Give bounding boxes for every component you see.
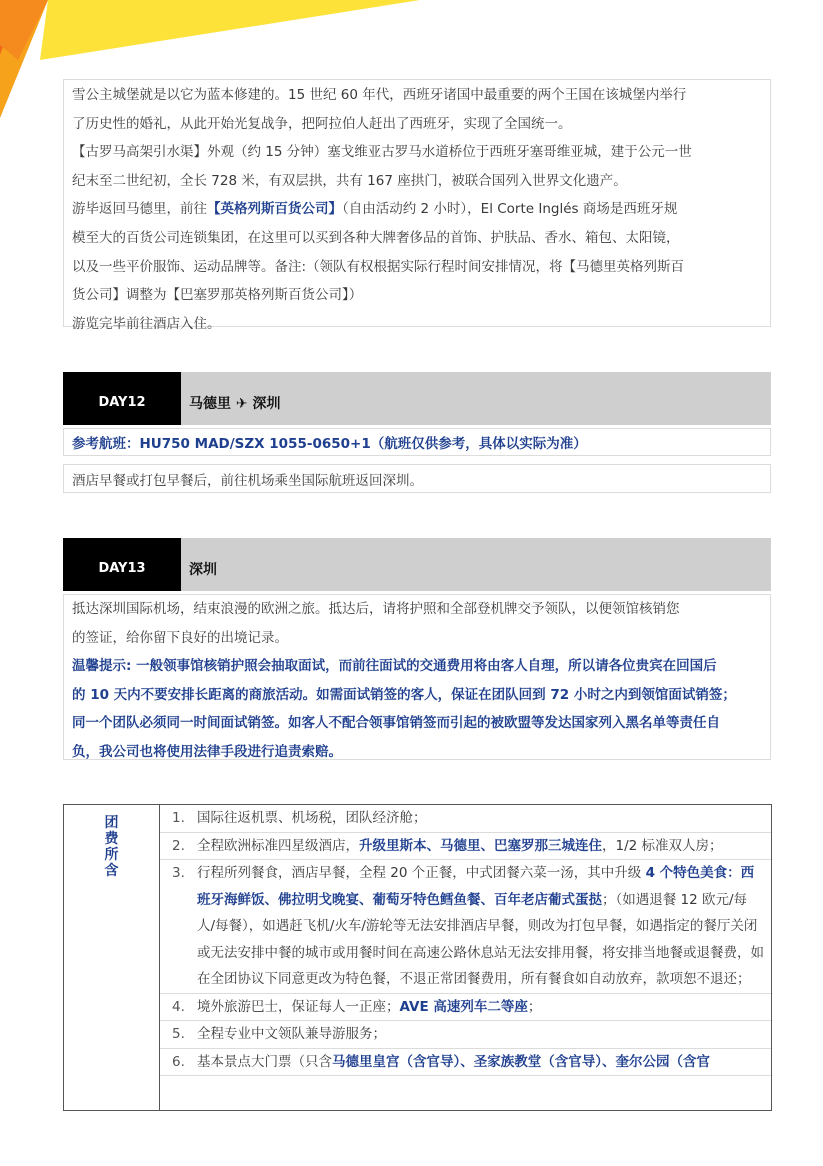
fee-items [160,805,771,1110]
fee-text-part: 全程欧洲标准四星级酒店， [197,837,359,854]
fee-included-table [63,804,772,1111]
fee-text-part: 国际往返机票、机场税，团队经济舱； [197,810,427,826]
fee-item-number: 6. [172,1053,185,1070]
day13-header [63,538,771,591]
fee-highlight: AVE 高速列车二等座 [399,998,528,1015]
day12-header [63,372,771,425]
intro-line: 模至大的百货公司连锁集团，在这里可以买到各种大牌奢侈品的首饰、护肤品、香水、箱包、太阳镜， [72,229,680,246]
intro-line: 纪末至二世纪初，全长 728 米，有双层拱，共有 167 座拱门，被联合国列入世界文化遗产。 [72,172,627,189]
intro-line: 了历史性的婚礼，从此开始光复战争，把阿拉伯人赶出了西班牙，实现了全国统一。 [72,115,572,132]
intro-line: 以及一些平价服饰、运动品牌等。备注:（领队有权根据实际行程时间安排情况，将【马德里英格列斯百 [72,258,685,275]
intro-line: 【古罗马高架引水渠】外观（约 15 分钟）塞戈维亚古罗马水道桥位于西班牙塞哥维亚城，建于公元一世 [72,144,692,161]
fee-item-text [197,1049,771,1076]
fee-highlight: 升级里斯本、马德里、巴塞罗那三城连住 [359,837,602,854]
fee-text-part: ；（如遇退餐 12 欧元/每人/每餐），如遇赶飞机/火车/游轮等无法安排酒店早餐，则改为打包早餐，如遇指定的餐厅关闭或无法安排中餐的城市或用餐时间在高速公路休息站无法安排用餐，将安排当地餐或退餐费，如在全团协议下同意更改为特色餐，不退正常团餐费用，所有餐食如自动放弃，款项恕不退还； [197,891,764,987]
day13-label: DAY13 [63,538,181,591]
intro-line: 货公司】调整为【巴塞罗那英格列斯百货公司】） [72,287,363,304]
fee-item [160,994,771,1022]
fee-item-text [197,1021,771,1048]
day12-text: 酒店早餐或打包早餐后，前往机场乘坐国际航班返回深圳。 [63,464,771,493]
fee-item-number: 5. [172,1026,185,1042]
fee-item-text [197,805,771,832]
fee-item-number: 2. [172,837,185,854]
fee-item [160,860,771,994]
day13-title: 深圳 [181,538,771,591]
fee-highlight: 4 个特色美食：西班牙海鲜饭、佛拉明戈晚宴、葡萄牙特色鳕鱼餐、百年老店葡式蛋挞 [197,865,755,908]
fee-item-text [197,994,771,1021]
fee-text-part: ，1/2 标准双人房； [602,837,723,854]
fee-item-number: 1. [172,810,185,826]
tips-line: 同一个团队必须同一时间面试销签。如客人不配合领事馆销签而引起的被欧盟等发达国家列入黑名单等责任自 [72,715,720,732]
fee-item [160,833,771,861]
intro-section [63,79,771,332]
tips-line: 温馨提示: 一般领事馆核销护照会抽取面试，而前往面试的交通费用将由客人自理，所以请各位贵宾在回国后 [72,658,717,675]
day13-line: 的签证，给你留下良好的出境记录。 [72,629,288,646]
day13-line: 抵达深圳国际机场，结束浪漫的欧洲之旅。抵达后，请将护照和全部登机牌交予领队，以便领馆核销您 [72,601,680,617]
day12-flight: 参考航班：HU750 MAD/SZX 1055-0650+1（航班仅供参考，具体以实际为准） [63,428,771,456]
fee-text-part: 全程专业中文领队兼导游服务； [197,1026,386,1042]
fee-item-text [197,833,771,860]
fee-header: 团费所含 [104,815,119,879]
day12-title: 马德里 ✈ 深圳 [181,372,771,425]
shopping-line: 游毕返回马德里，前往【英格列斯百货公司】（自由活动约 2 小时），El Corte Inglés 商场是西班牙规 [72,201,678,218]
fee-item [160,1049,771,1077]
fee-item-text [197,860,771,993]
fee-text-part: 行程所列餐食，酒店早餐，全程 20 个正餐，中式团餐六菜一汤，其中升级 [197,865,646,881]
fee-item-number: 4. [172,998,185,1015]
day13-body [63,594,771,760]
tips-line: 负，我公司也将使用法律手段进行追责索赔。 [72,743,342,760]
intro-line: 雪公主城堡就是以它为蓝本修建的。15 世纪 60 年代，西班牙诸国中最重要的两个王国在该城堡内举行 [72,87,687,103]
day12-label: DAY12 [63,372,181,425]
fee-item [160,1021,771,1049]
tips-line: 的 10 天内不要安排长距离的商旅活动。如需面试销签的客人，保证在团队回到 72 小时之内到领馆面试销签； [72,686,736,703]
fee-text-part: 境外旅游巴士，保证每人一正座； [197,998,400,1015]
fee-highlight: 马德里皇宫（含官导）、圣家族教堂（含官导）、奎尔公园（含官 [332,1053,710,1070]
fee-header-cell [64,805,160,1110]
fee-text-part: ； [527,998,542,1015]
fee-item-number: 3. [172,865,185,881]
fee-text-part: 基本景点大门票（只含 [197,1053,332,1070]
shopping-highlight: 【英格列斯百货公司】 [207,201,342,218]
fee-item [160,805,771,833]
intro-line: 游览完毕前往酒店入住。 [72,315,221,332]
